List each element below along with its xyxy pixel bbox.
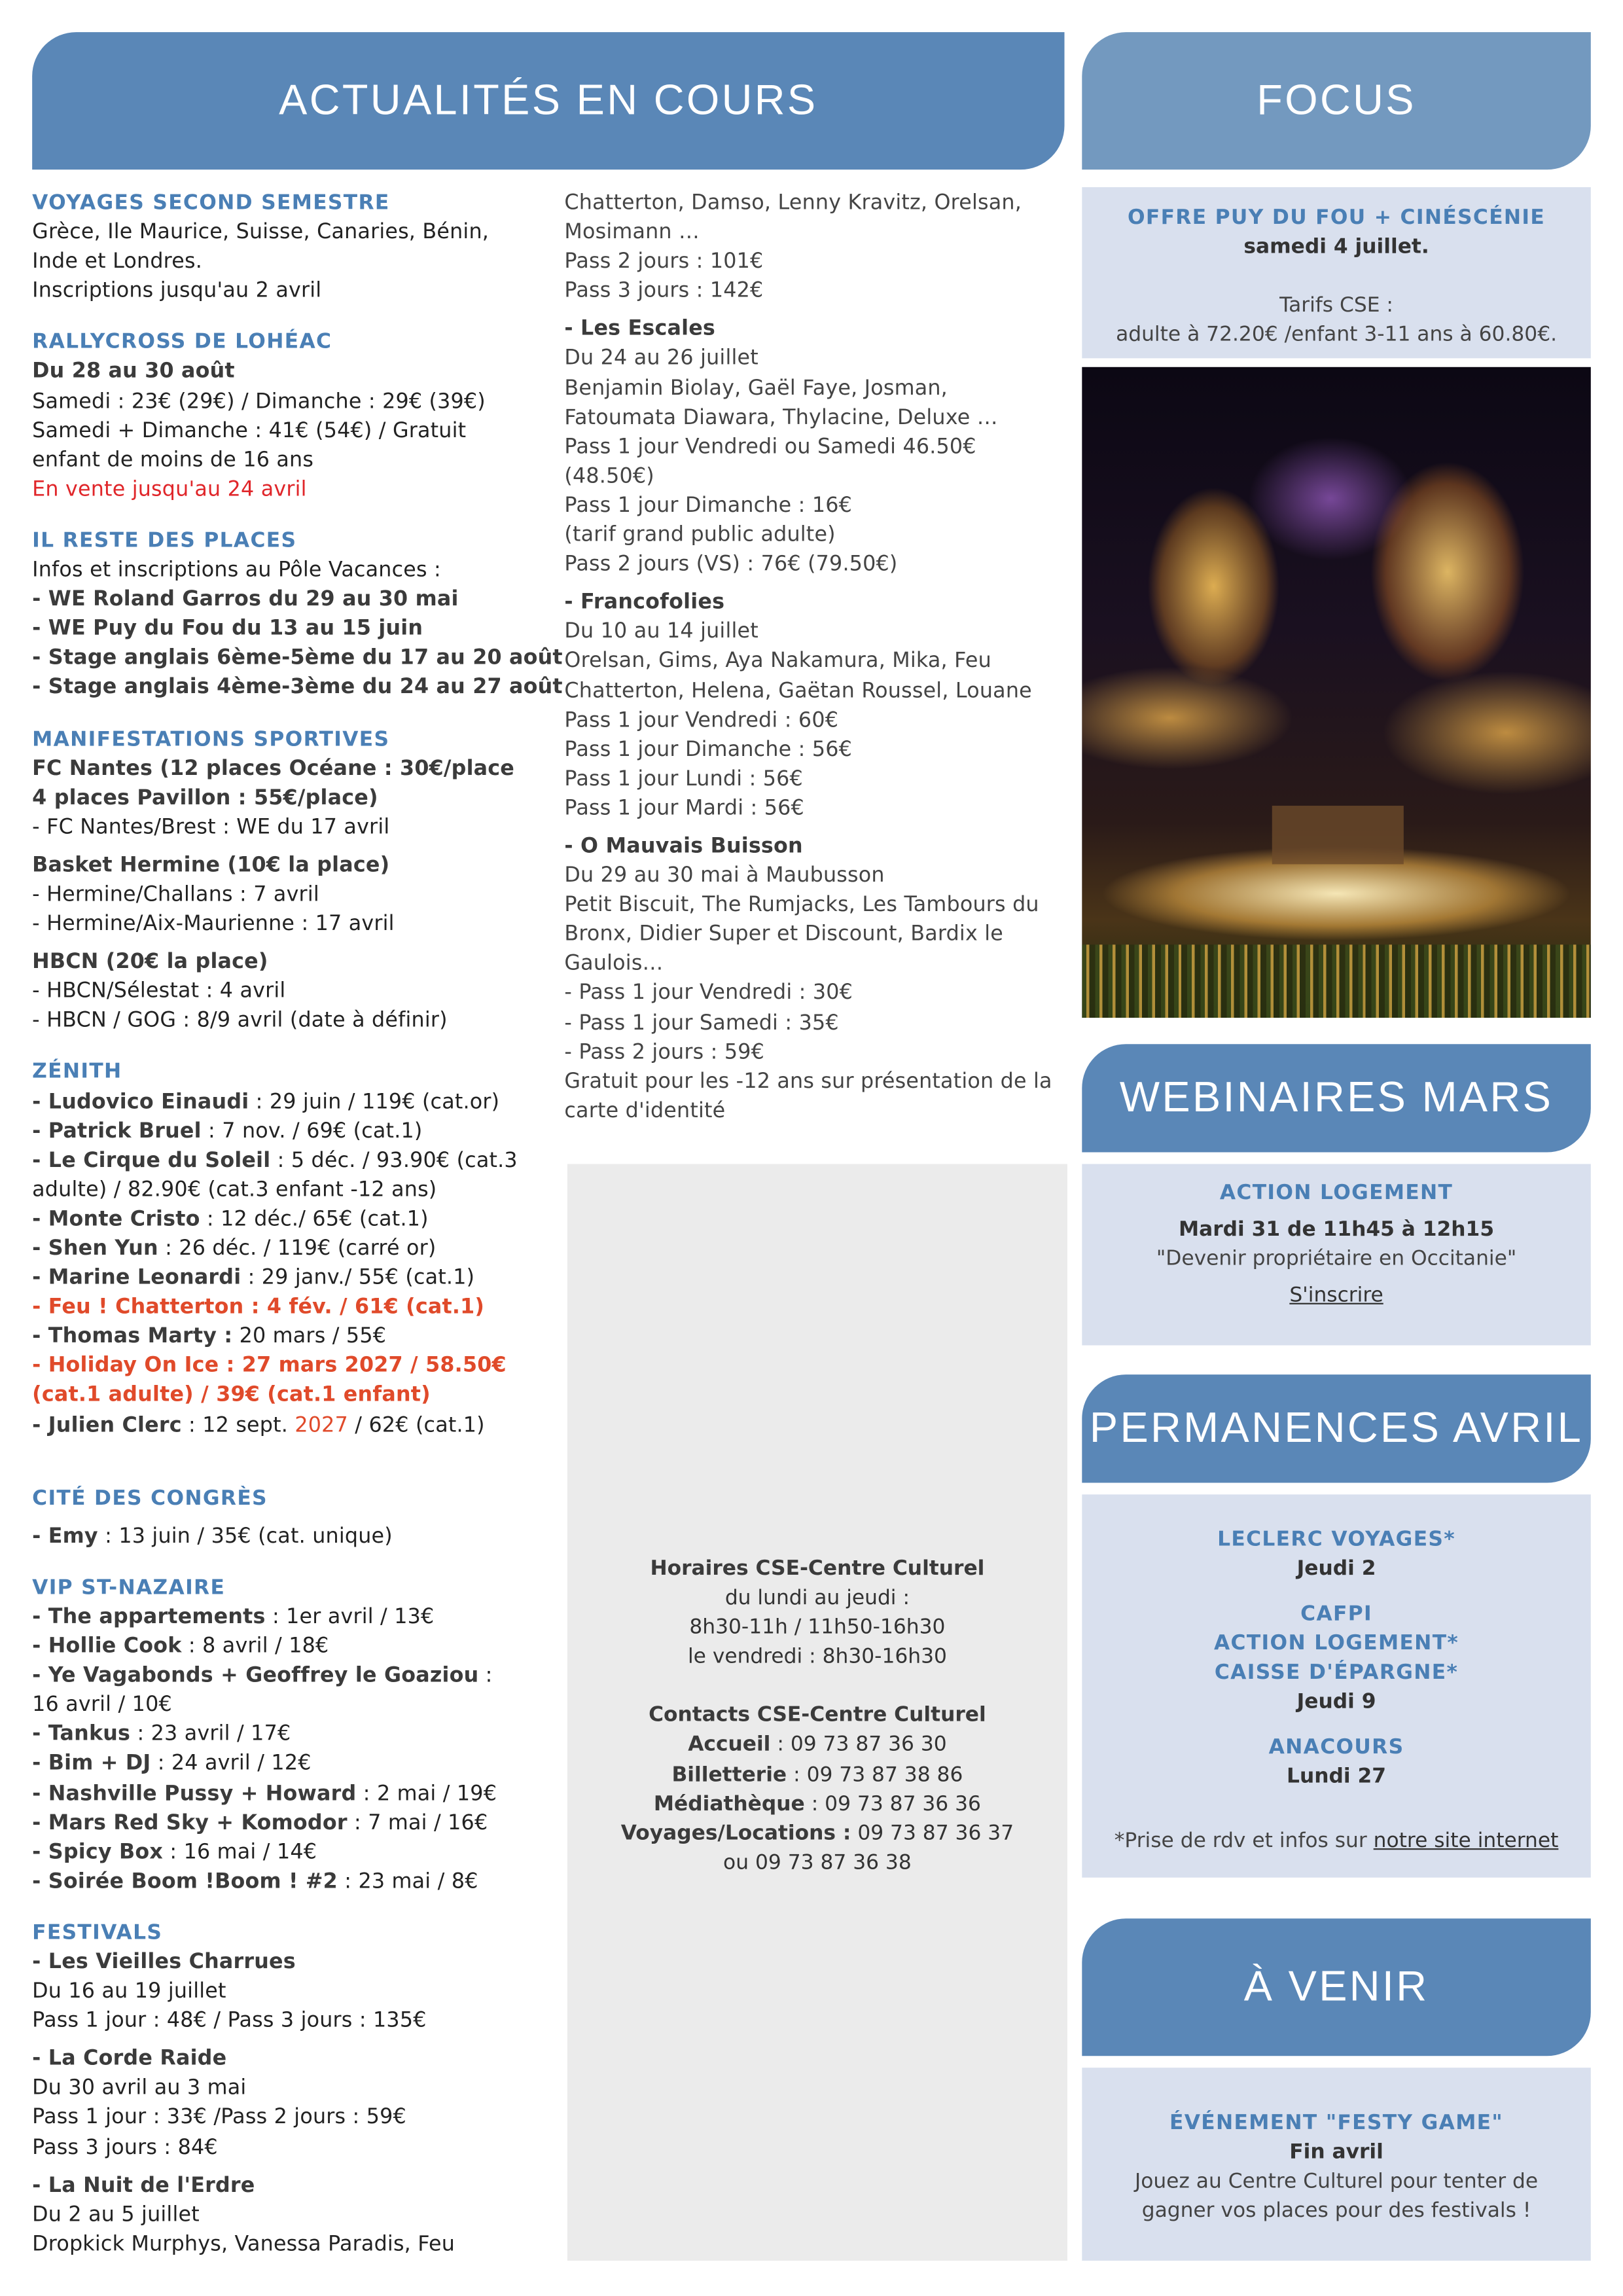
text-line: [32, 247, 558, 277]
text-line: [32, 2133, 558, 2162]
permanence-name: CAFPI: [1300, 1602, 1372, 1626]
text-line: [564, 618, 1069, 647]
text: Gaulois…: [564, 952, 664, 976]
bold-text: - Monte Cristo: [32, 1208, 200, 1231]
text-line: [32, 1948, 558, 1977]
text-line: [564, 920, 1069, 950]
hours-line: 8h30-11h / 11h50-16h30: [689, 1616, 946, 1640]
text: Pass 2 jours : 101€: [564, 250, 764, 274]
text-line: [32, 1381, 558, 1410]
bold-text: - WE Roland Garros du 29 au 30 mai: [32, 588, 459, 612]
text: Pass 1 jour Mardi : 56€: [564, 797, 804, 821]
permanences-panel: [1082, 1494, 1591, 1877]
text-line: [564, 794, 1069, 823]
highlight-text: 2027: [294, 1413, 348, 1437]
text-line: [32, 2074, 558, 2104]
text: Chatterton, Helena, Gaëtan Roussel, Louane: [564, 679, 1032, 703]
text: Bronx, Didier Super et Discount, Bardix le: [564, 923, 1004, 947]
text: - Hermine/Aix-Maurienne : 17 avril: [32, 912, 395, 937]
bold-text: - Patrick Bruel: [32, 1119, 202, 1143]
website-link[interactable]: notre site internet: [1373, 1829, 1559, 1853]
puy-du-fou-fireworks-photo: [1082, 367, 1591, 1018]
bold-text: HBCN (20€ la place): [32, 950, 268, 975]
text-line: [32, 1632, 558, 1661]
bold-text: - Emy: [32, 1524, 98, 1549]
text: Samedi + Dimanche : 41€ (54€) / Gratuit: [32, 419, 467, 443]
text-line: [32, 1867, 558, 1897]
text: - Pass 1 jour Vendredi : 30€: [564, 982, 853, 1005]
text: Du 30 avril au 3 mai: [32, 2077, 247, 2101]
text-line: [32, 2230, 558, 2259]
text-line: [32, 2200, 558, 2230]
bold-text: - La Corde Raide: [32, 2047, 227, 2072]
bold-text: Basket Hermine (10€ la place): [32, 853, 390, 878]
text-line: [564, 861, 1069, 891]
focus-date: samedi 4 juillet.: [1243, 235, 1429, 259]
bold-text: 4 places Pavillon : 55€/place): [32, 786, 378, 810]
text-line: [32, 910, 558, 939]
avenir-panel: [1082, 2068, 1591, 2261]
text: - HBCN / GOG : 8/9 avril (date à définir): [32, 1009, 448, 1033]
text: Pass 2 jours (VS) : 76€ (79.50€): [564, 552, 898, 577]
bold-text: - Tankus: [32, 1723, 131, 1747]
text-line: [32, 673, 563, 703]
text: Du 16 au 19 juillet: [32, 1980, 226, 2003]
text: / 62€ (cat.1): [348, 1413, 485, 1437]
contact-label: Billetterie: [671, 1763, 787, 1787]
permanence-day: Lundi 27: [1287, 1765, 1387, 1789]
permanence-name: CAISSE D'ÉPARGNE*: [1214, 1661, 1459, 1685]
permanence-name: LECLERC VOYAGES*: [1217, 1528, 1455, 1552]
text: : 29 janv./ 55€ (cat.1): [241, 1266, 475, 1290]
contact-billetterie: [567, 1760, 1067, 1789]
section-heading: RALLYCROSS DE LOHÉAC: [32, 331, 332, 355]
text-line: [564, 277, 1069, 306]
contacts-title: Contacts CSE-Centre Culturel: [649, 1704, 986, 1728]
text: - Pass 2 jours : 59€: [564, 1040, 765, 1064]
text: : 23 mai / 8€: [337, 1870, 478, 1893]
text: (tarif grand public adulte): [564, 523, 836, 547]
bold-text: Du 28 au 30 août: [32, 360, 235, 384]
contact-phone: : 09 73 87 36 36: [804, 1792, 981, 1816]
text: 16 avril / 10€: [32, 1693, 172, 1717]
text: Du 10 au 14 juillet: [564, 620, 758, 644]
text-line: [32, 585, 558, 615]
avenir-date: Fin avril: [1289, 2140, 1383, 2164]
text-line: [564, 832, 1069, 861]
bold-text: - O Mauvais Buisson: [564, 834, 803, 859]
webinaire-date: Mardi 31 de 11h45 à 12h15: [1178, 1218, 1495, 1242]
text: Du 29 au 30 mai à Maubusson: [564, 864, 885, 888]
text-line: [564, 462, 1069, 492]
bold-text: - Le Cirque du Soleil: [32, 1149, 271, 1173]
text-line: [32, 277, 558, 306]
text-line: [564, 218, 1069, 247]
text: adulte) / 82.90€ (cat.3 enfant -12 ans): [32, 1178, 437, 1202]
text-line: [564, 344, 1069, 374]
bold-text: - Shen Yun: [32, 1237, 158, 1261]
focus-panel: [1082, 187, 1591, 358]
left-column: [32, 188, 563, 2259]
text-line: [32, 1117, 558, 1146]
text: : 5 déc. / 93.90€ (cat.3: [270, 1149, 518, 1173]
text-line: [564, 520, 1069, 550]
contact-label: Médiathèque: [653, 1792, 805, 1816]
text: : 26 déc. / 119€ (carré or): [158, 1237, 437, 1261]
text: 20 mars / 55€: [232, 1325, 387, 1349]
text-line: [32, 1977, 558, 2007]
text-line: [32, 783, 558, 813]
highlight-text: (cat.1 adulte) / 39€ (cat.1 enfant): [32, 1384, 431, 1408]
text-line: [564, 1009, 1069, 1038]
text-line: [564, 891, 1069, 920]
text: - Pass 1 jour Samedi : 35€: [564, 1011, 839, 1035]
text-line: [32, 1322, 558, 1352]
text-line: [32, 754, 558, 783]
bold-text: - The appartements: [32, 1605, 266, 1629]
text-line: [32, 1087, 558, 1117]
text-line: [32, 644, 563, 673]
text-line: [564, 247, 1069, 277]
text: : 16 mai / 14€: [163, 1840, 317, 1864]
contact-info: [567, 1554, 1067, 1878]
contact-voyages: [567, 1819, 1067, 1848]
text-line: [32, 1661, 558, 1691]
bold-text: - Les Escales: [564, 317, 716, 342]
bold-text: - Les Vieilles Charrues: [32, 1950, 296, 1975]
text: Du 2 au 5 juillet: [32, 2203, 200, 2227]
text: Pass 1 jour Vendredi ou Samedi 46.50€: [564, 435, 976, 459]
text-line: [32, 1522, 558, 1551]
text-line: [32, 1264, 558, 1293]
highlight-text: - Feu ! Chatterton : 4 fév. / 61€ (cat.1): [32, 1295, 485, 1319]
text: : 7 nov. / 69€ (cat.1): [201, 1119, 423, 1143]
text-line: [32, 1603, 558, 1632]
text-line: [32, 1720, 558, 1749]
text-line: [32, 556, 558, 585]
bold-text: - Francofolies: [564, 591, 725, 615]
text-line: [32, 1410, 558, 1440]
text-line: [564, 676, 1069, 706]
webinaire-panel: [1082, 1164, 1591, 1345]
bold-text: - Julien Clerc: [32, 1413, 182, 1437]
text: Inscriptions jusqu'au 2 avril: [32, 279, 322, 304]
text-line: [32, 357, 558, 387]
webinaire-title: ACTION LOGEMENT: [1219, 1181, 1454, 1205]
text-line: [32, 416, 558, 446]
focus-title: OFFRE PUY DU FOU + CINÉSCÉNIE: [1127, 206, 1546, 230]
text-line: [32, 1007, 558, 1036]
text: : 29 juin / 119€ (cat.or): [249, 1090, 500, 1114]
text: carte d'identité: [564, 1099, 726, 1123]
contact-accueil: [567, 1731, 1067, 1760]
bold-text: - WE Puy du Fou du 13 au 15 juin: [32, 617, 423, 641]
text-line: [564, 403, 1069, 433]
section-heading: CITÉ DES CONGRÈS: [32, 1486, 268, 1511]
text: Pass 3 jours : 84€: [32, 2136, 218, 2159]
text: Infos et inscriptions au Pôle Vacances :: [32, 558, 441, 583]
text-line: [564, 1037, 1069, 1067]
bold-text: - Bim + DJ: [32, 1752, 151, 1776]
bold-text: - Stage anglais 6ème-5ème du 17 au 20 août: [32, 647, 563, 670]
text-line: [32, 387, 558, 416]
permanence-day: Jeudi 9: [1296, 1690, 1376, 1714]
text: Pass 1 jour Vendredi : 60€: [564, 708, 839, 732]
section-heading: IL RESTE DES PLACES: [32, 529, 297, 553]
bold-text: - Hollie Cook: [32, 1634, 182, 1659]
bold-text: - Nashville Pussy + Howard: [32, 1782, 357, 1806]
text-line: [32, 948, 558, 977]
text-line: [32, 615, 558, 644]
text-line: [32, 2171, 558, 2200]
text: Pass 1 jour Dimanche : 56€: [564, 738, 853, 762]
contact-phone: 09 73 87 36 37: [851, 1821, 1014, 1846]
note-text: *Prise de rdv et infos sur: [1114, 1829, 1374, 1853]
text: : 1er avril / 13€: [265, 1605, 435, 1629]
text: : 7 mai / 16€: [347, 1811, 488, 1835]
bold-text: - Ludovico Einaudi: [32, 1090, 249, 1114]
contact-label: Voyages/Locations :: [620, 1821, 851, 1846]
avenir-header: À VENIR: [1082, 1918, 1591, 2056]
bold-text: - Thomas Marty :: [32, 1325, 233, 1349]
focus-header: FOCUS: [1082, 32, 1591, 170]
hours-line: du lundi au jeudi :: [724, 1587, 910, 1611]
text-line: [32, 446, 558, 475]
text: Grèce, Ile Maurice, Suisse, Canaries, Bénin,: [32, 221, 490, 245]
text: Inde et Londres.: [32, 250, 203, 274]
bold-text: - Marine Leonardi: [32, 1266, 241, 1290]
text-line: [32, 1293, 558, 1322]
text-line: [564, 764, 1069, 794]
text-line: [564, 950, 1069, 979]
text: : 12 sept.: [181, 1413, 295, 1437]
text: :: [478, 1664, 493, 1688]
text-line: [32, 1838, 558, 1867]
text-line: [564, 588, 1069, 618]
contact-extra: ou 09 73 87 36 38: [723, 1851, 912, 1874]
actualites-header: ACTUALITÉS EN COURS: [32, 32, 1064, 170]
permanence-day: Jeudi 2: [1296, 1557, 1376, 1581]
text: Samedi : 23€ (29€) / Dimanche : 29€ (39€): [32, 389, 486, 414]
bold-text: - Spicy Box: [32, 1840, 164, 1864]
text-line: [32, 1146, 558, 1175]
permanence-name: ANACOURS: [1268, 1735, 1404, 1759]
text-line: [564, 188, 1069, 218]
text-line: [564, 979, 1069, 1009]
text: Gratuit pour les -12 ans sur présentation de la: [564, 1069, 1052, 1094]
bold-text: - Soirée Boom !Boom ! #2: [32, 1870, 338, 1893]
register-link[interactable]: S'inscrire: [1289, 1283, 1383, 1308]
text: Pass 1 jour : 33€ /Pass 2 jours : 59€: [32, 2106, 406, 2130]
hours-title: Horaires CSE-Centre Culturel: [650, 1557, 985, 1581]
text: Pass 1 jour Lundi : 56€: [564, 767, 803, 791]
webinaires-header: WEBINAIRES MARS: [1082, 1044, 1591, 1152]
highlight-text: En vente jusqu'au 24 avril: [32, 478, 307, 501]
text-line: [32, 2045, 558, 2074]
permanence-name: ACTION LOGEMENT*: [1214, 1632, 1459, 1656]
contact-label: Accueil: [688, 1733, 771, 1757]
text-line: [32, 880, 558, 910]
text: Fatoumata Diawara, Thylacine, Deluxe …: [564, 406, 998, 430]
text: : 24 avril / 12€: [151, 1752, 312, 1776]
text: Petit Biscuit, The Rumjacks, Les Tambours du: [564, 893, 1039, 918]
text-line: [32, 1205, 558, 1234]
text: : 13 juin / 35€ (cat. unique): [98, 1524, 393, 1549]
text: Orelsan, Gims, Aya Nakamura, Mika, Feu: [564, 649, 991, 673]
text-line: [32, 1779, 558, 1808]
contact-phone: : 09 73 87 38 86: [787, 1763, 963, 1787]
text: (48.50€): [564, 465, 654, 488]
text: : 8 avril / 18€: [181, 1634, 329, 1659]
text: Dropkick Murphys, Vanessa Paradis, Feu: [32, 2233, 455, 2256]
text-line: [32, 475, 558, 505]
webinaire-subject: "Devenir propriétaire en Occitanie": [1156, 1247, 1517, 1271]
section-heading: ZÉNITH: [32, 1060, 122, 1085]
text-line: [564, 315, 1069, 344]
text: - HBCN/Sélestat : 4 avril: [32, 980, 286, 1004]
bold-text: - Ye Vagabonds + Geoffrey le Goaziou: [32, 1664, 479, 1688]
text-line: [564, 706, 1069, 735]
text-line: [32, 1749, 558, 1779]
focus-tarifs-label: Tarifs CSE :: [1279, 294, 1393, 317]
focus-tarifs: adulte à 72.20€ /enfant 3-11 ans à 60.80€.: [1116, 323, 1558, 347]
text-line: [32, 1352, 558, 1381]
permanences-note: [1082, 1827, 1591, 1856]
avenir-text: Jouez au Centre Culturel pour tenter de: [1134, 2170, 1539, 2194]
text-line: [32, 1234, 558, 1264]
text-line: [32, 2104, 558, 2133]
text: : 2 mai / 19€: [356, 1782, 497, 1806]
text-line: [564, 374, 1069, 403]
text-line: [564, 550, 1069, 579]
text-line: [564, 647, 1069, 676]
text-line: [564, 735, 1069, 764]
contact-phone: : 09 73 87 36 30: [770, 1733, 947, 1757]
text: - Hermine/Challans : 7 avril: [32, 883, 319, 907]
text-line: [32, 1175, 558, 1205]
text-line: [32, 977, 558, 1007]
highlight-text: - Holiday On Ice : 27 mars 2027 / 58.50€: [32, 1354, 507, 1378]
permanences-header: PERMANENCES AVRIL: [1082, 1374, 1591, 1482]
text-line: [32, 851, 558, 880]
text-line: [564, 1067, 1069, 1096]
text-line: [564, 1096, 1069, 1126]
text: Benjamin Biolay, Gaël Faye, Josman,: [564, 376, 948, 401]
text-line: [564, 433, 1069, 462]
text-line: [32, 1808, 558, 1838]
text: Mosimann …: [564, 221, 700, 245]
text: : 12 déc./ 65€ (cat.1): [200, 1208, 429, 1231]
avenir-title: ÉVÉNEMENT "FESTY GAME": [1169, 2111, 1504, 2135]
contact-mediatheque: [567, 1789, 1067, 1819]
hours-line: le vendredi : 8h30-16h30: [687, 1645, 947, 1669]
text-line: [32, 218, 558, 247]
bold-text: - Mars Red Sky + Komodor: [32, 1811, 348, 1835]
text: : 23 avril / 17€: [130, 1723, 291, 1747]
text-line: [32, 2007, 558, 2036]
section-heading: VIP ST-NAZAIRE: [32, 1576, 226, 1600]
text: enfant de moins de 16 ans: [32, 448, 314, 473]
section-heading: VOYAGES SECOND SEMESTRE: [32, 191, 390, 215]
avenir-text: gagner vos places pour des festivals !: [1141, 2199, 1531, 2223]
text: Du 24 au 26 juillet: [564, 347, 758, 371]
text: Pass 1 jour : 48€ / Pass 3 jours : 135€: [32, 2009, 427, 2033]
text-line: [564, 492, 1069, 521]
section-heading: MANIFESTATIONS SPORTIVES: [32, 727, 390, 751]
text: Chatterton, Damso, Lenny Kravitz, Orelsan,: [564, 191, 1022, 215]
section-heading: FESTIVALS: [32, 1921, 163, 1945]
bold-text: - Stage anglais 4ème-3ème du 24 au 27 août: [32, 676, 563, 700]
text: - FC Nantes/Brest : WE du 17 avril: [32, 816, 390, 839]
text-line: [32, 813, 558, 842]
bold-text: FC Nantes (12 places Océane : 30€/place: [32, 757, 515, 781]
text: Pass 3 jours : 142€: [564, 279, 764, 304]
middle-column: [564, 188, 1069, 1126]
text-line: [32, 1691, 558, 1720]
bold-text: - La Nuit de l'Erdre: [32, 2174, 255, 2198]
text: Pass 1 jour Dimanche : 16€: [564, 494, 853, 518]
